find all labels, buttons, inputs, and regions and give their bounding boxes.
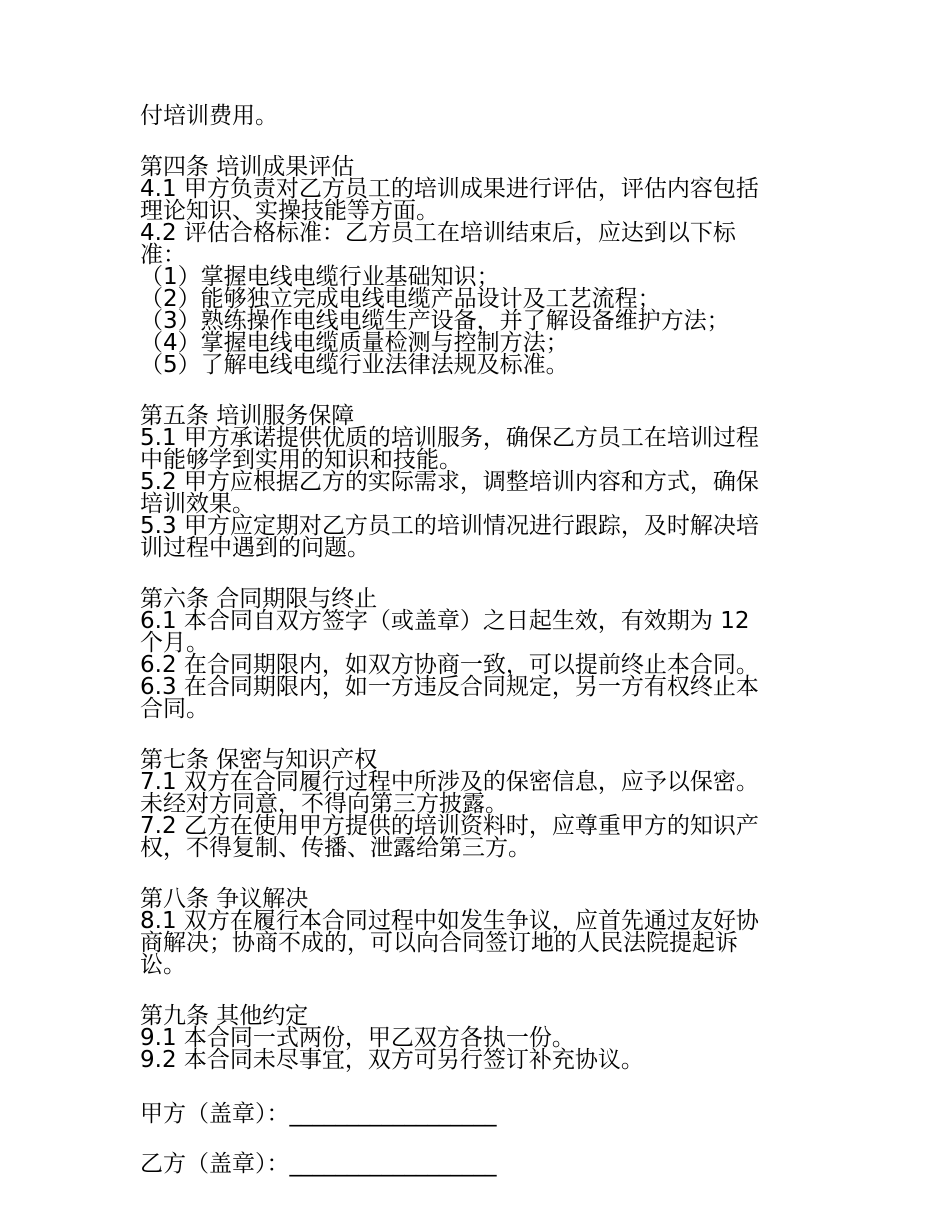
party-a-signature: 甲方（盖章）：__________________ <box>140 1101 497 1127</box>
document-page <box>140 105 810 1178</box>
section-heading: 第四条 培训成果评估 <box>140 154 355 180</box>
section-line: 6.3 在合同期限内，如一方违反合同规定，另一方有权终止本 <box>140 674 759 700</box>
section-heading: 第九条 其他约定 <box>140 1003 309 1029</box>
party-b-signature: 乙方（盖章）：__________________ <box>140 1151 497 1177</box>
section-4 <box>140 156 810 376</box>
section-line: 9.1 本合同一式两份，甲乙双方各执一份。 <box>140 1025 575 1051</box>
section-line: 权，不得复制、传播、泄露给第三方。 <box>140 835 531 861</box>
section-line: 9.2 本合同未尽事宜，双方可另行签订补充协议。 <box>140 1047 644 1073</box>
section-line: 5.1 甲方承诺提供优质的培训服务，确保乙方员工在培训过程 <box>140 425 759 451</box>
section-line: 未经对方同意，不得向第三方披露。 <box>140 791 508 817</box>
section-line: 5.2 甲方应根据乙方的实际需求，调整培训内容和方式，确保 <box>140 469 759 495</box>
section-6 <box>140 588 810 720</box>
section-line: 准： <box>140 242 186 268</box>
list-item: （3）熟练操作电线电缆生产设备，并了解设备维护方法； <box>140 308 730 334</box>
list-item: （1）掌握电线电缆行业基础知识； <box>140 264 500 290</box>
section-line: 5.3 甲方应定期对乙方员工的培训情况进行跟踪，及时解决培 <box>140 513 759 539</box>
section-line: 6.1 本合同自双方签字（或盖章）之日起生效，有效期为 12 <box>140 608 750 634</box>
section-heading: 第七条 保密与知识产权 <box>140 747 378 773</box>
section-line: 个月。 <box>140 630 209 656</box>
section-8 <box>140 888 810 976</box>
section-line: 训过程中遇到的问题。 <box>140 535 370 561</box>
section-line: 培训效果。 <box>140 491 255 517</box>
list-item: （2）能够独立完成电线电缆产品设计及工艺流程； <box>140 286 661 312</box>
section-heading: 第六条 合同期限与终止 <box>140 586 378 612</box>
section-line: 4.2 评估合格标准：乙方员工在培训结束后，应达到以下标 <box>140 220 736 246</box>
section-line: 中能够学到实用的知识和技能。 <box>140 447 462 473</box>
section-line: 4.1 甲方负责对乙方员工的培训成果进行评估，评估内容包括 <box>140 176 759 202</box>
section-line: 讼。 <box>140 952 186 978</box>
section-7 <box>140 749 810 859</box>
list-item: （4）掌握电线电缆质量检测与控制方法； <box>140 330 569 356</box>
section-line: 7.1 双方在合同履行过程中所涉及的保密信息，应予以保密。 <box>140 769 759 795</box>
section-9 <box>140 1005 810 1071</box>
section-heading: 第五条 培训服务保障 <box>140 403 355 429</box>
section-line: 7.2 乙方在使用甲方提供的培训资料时，应尊重甲方的知识产 <box>140 813 759 839</box>
section-line: 商解决；协商不成的，可以向合同签订地的人民法院提起诉 <box>140 930 738 956</box>
section-heading: 第八条 争议解决 <box>140 886 309 912</box>
section-line: 合同。 <box>140 696 209 722</box>
section-line: 理论知识、实操技能等方面。 <box>140 198 439 224</box>
list-item: （5）了解电线电缆行业法律法规及标准。 <box>140 352 569 378</box>
section-line: 6.2 在合同期限内，如双方协商一致，可以提前终止本合同。 <box>140 652 759 678</box>
section-line: 8.1 双方在履行本合同过程中如发生争议，应首先通过友好协 <box>140 908 759 934</box>
intro-tail: 付培训费用。 <box>140 103 278 129</box>
section-5 <box>140 405 810 559</box>
